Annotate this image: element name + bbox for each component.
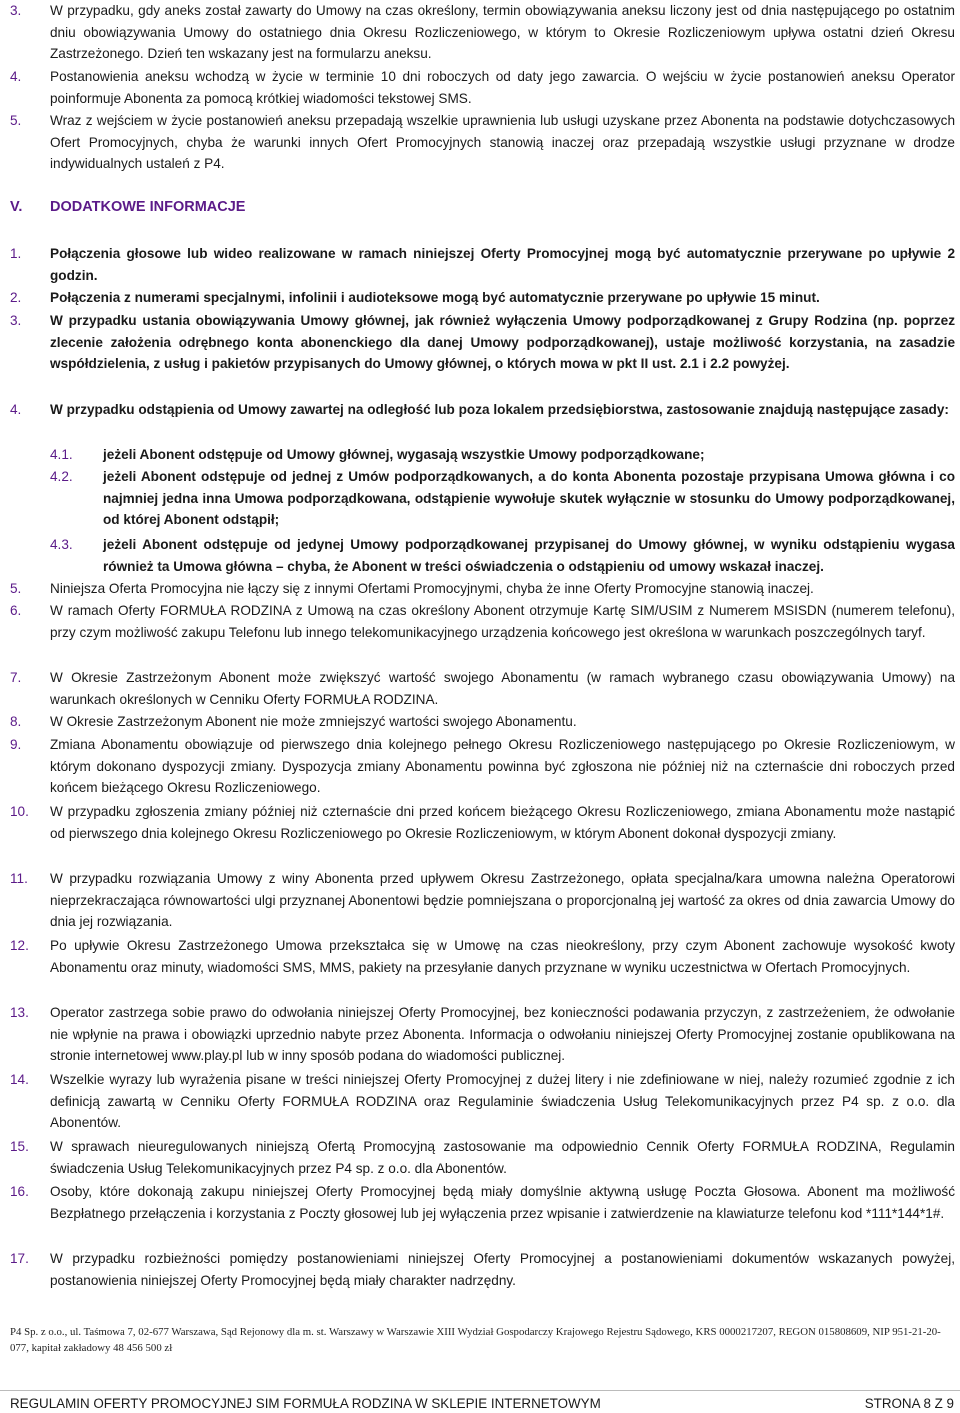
sub-list-item [50, 466, 955, 531]
item-number: 16. [10, 1184, 29, 1199]
item-text: W Okresie Zastrzeżonym Abonent nie może zmniejszyć wartości swojego Abonamentu. [50, 714, 577, 729]
section-title: DODATKOWE INFORMACJE [50, 199, 246, 215]
sub-item-text: jeżeli Abonent odstępuje od jednej z Umów podporządkowanych, a do konta Abonenta pozostaje przypisana Umowa główna i co najmniej jedna inna Umowa podporządkowana, odstąpienie wywołuje skutek wyłącznie w stosunku do Umowy podporządkowanej, od której Abonent odstąpił; [103, 469, 955, 527]
item-number: 5. [10, 581, 22, 596]
sub-item-number: 4.3. [50, 537, 73, 552]
list-item [10, 0, 955, 65]
list-item [10, 287, 955, 309]
item-number: 3. [10, 3, 22, 18]
item-number: 6. [10, 603, 22, 618]
item-number: 15. [10, 1139, 29, 1154]
list-item [10, 868, 955, 933]
list-item [10, 110, 955, 175]
item-text: Zmiana Abonamentu obowiązuje od pierwszego dnia kolejnego pełnego Okresu Rozliczeniowego następującego po Okresie Rozliczeniowym, w którym dokonano dyspozycji zmiany. Dyspozycja zmiany Abonamentu powinna być zgłoszona nie później niż na czternaście dni roboczych przed końcem bieżącego Okresu Rozliczeniowego. [50, 737, 955, 795]
item-number: 2. [10, 290, 22, 305]
item-number: 11. [10, 871, 28, 886]
list-item [10, 801, 955, 844]
item-text: W Okresie Zastrzeżonym Abonent może zwiększyć wartość swojego Abonamentu (w ramach wybranego czasu obowiązywania Umowy) na warunkach określonych w Cenniku Oferty FORMUŁA RODZINA. [50, 670, 955, 707]
item-text: Osoby, które dokonają zakupu niniejszej Oferty Promocyjnej będą miały domyślnie aktywną usługę Poczta Głosowa. Abonent ma możliwość Bezpłatnego przełączenia i korzystania z Poczty głosowej lub jej wyłączenia przez wpisanie i zatwierdzenie na klawiaturze telefonu kod *111*144*1#. [50, 1184, 955, 1221]
list-item [10, 1181, 955, 1224]
sub-item-number: 4.2. [50, 469, 73, 484]
list-item [10, 935, 955, 978]
item-text: Wszelkie wyrazy lub wyrażenia pisane w treści niniejszej Oferty Promocyjnej z dużej litery i nie zdefiniowane w niej, należy rozumieć zgodnie z ich definicją zawartą w Cenniku Oferty FORMUŁA RODZINA oraz Regulaminie świadczenia Usług Telekomunikacyjnych przez P4 sp. z o.o. dla Abonentów. [50, 1072, 955, 1130]
section-heading [10, 199, 245, 215]
list-item [10, 399, 955, 421]
item-number: 12. [10, 938, 29, 953]
sub-item-text: jeżeli Abonent odstępuje od jedynej Umowy podporządkowanej przypisanej do Umowy głównej, w wyniku odstąpieniu wygasa również ta Umowa główna – chyba, że Abonent w treści oświadczenia o odstąpieniu od umowy wskazał inaczej. [103, 537, 955, 574]
item-number: 17. [10, 1251, 29, 1266]
list-item [10, 711, 955, 733]
item-number: 9. [10, 737, 22, 752]
item-number: 5. [10, 113, 22, 128]
item-text: Po upływie Okresu Zastrzeżonego Umowa przekształca się w Umowę na czas nieokreślony, przy czym Abonent zachowuje wysokość kwoty Abonamentu oraz minuty, wiadomości SMS, MMS, pakiety na przesyłanie danych przyznane w wyniku uczestnictwa w Ofertach Promocyjnych. [50, 938, 955, 975]
item-text: W przypadku zgłoszenia zmiany później niż czternaście dni przed końcem bieżącego Okresu Rozliczeniowego, zmiana Abonamentu może nastąpić od pierwszego dnia kolejnego Okresu Rozliczeniowego po Okresie Rozliczeniowym, w którym Abonent dokonał dyspozycji zmiany. [50, 804, 955, 841]
item-number: 13. [10, 1005, 29, 1020]
list-item [10, 1069, 955, 1134]
footer-divider [0, 1390, 960, 1391]
item-text: W przypadku odstąpienia od Umowy zawartej na odległość lub poza lokalem przedsiębiorstwa, zastosowanie znajdują następujące zasady: [50, 402, 949, 417]
sub-list-item [50, 444, 955, 466]
item-text: W sprawach nieuregulowanych niniejszą Ofertą Promocyjną zastosowanie ma odpowiednio Cennik Oferty FORMUŁA RODZINA, Regulamin świadczenia Usług Telekomunikacyjnych przez P4 sp. z o.o. dla Abonentów. [50, 1139, 955, 1176]
list-item [10, 734, 955, 799]
item-number: 1. [10, 246, 22, 261]
item-text: Operator zastrzega sobie prawo do odwołania niniejszej Oferty Promocyjnej, bez konieczności podawania przyczyn, z zastrzeżeniem, że odwołanie nie wpłynie na prawa i obowiązki uprzednio nabyte przez Abonenta. Informacja o odwołaniu niniejszej Oferty Promocyjnej zostanie opublikowana na stronie internetowej www.play.pl lub w inny sposób podana do wiadomości publicznej. [50, 1005, 955, 1063]
document-title: REGULAMIN OFERTY PROMOCYJNEJ SIM FORMUŁA RODZINA W SKLEPIE INTERNETOWYM [10, 1396, 601, 1411]
item-number: 3. [10, 313, 22, 328]
item-text: Niniejsza Oferta Promocyjna nie łączy się z innymi Ofertami Promocyjnymi, chyba że inne Oferty Promocyjne stanowią inaczej. [50, 581, 814, 596]
item-number: 10. [10, 804, 29, 819]
list-item [10, 600, 955, 643]
item-number: 8. [10, 714, 22, 729]
item-number: 4. [10, 402, 22, 417]
section-number: V. [10, 199, 23, 215]
item-number: 14. [10, 1072, 29, 1087]
list-item [10, 667, 955, 710]
page-number: STRONA 8 Z 9 [864, 1396, 954, 1411]
list-item [10, 243, 955, 286]
list-item [10, 1136, 955, 1179]
item-number: 7. [10, 670, 22, 685]
sub-item-text: jeżeli Abonent odstępuje od Umowy głównej, wygasają wszystkie Umowy podporządkowane; [103, 447, 705, 462]
item-number: 4. [10, 69, 22, 84]
sub-item-number: 4.1. [50, 447, 73, 462]
item-text: W przypadku, gdy aneks został zawarty do Umowy na czas określony, termin obowiązywania aneksu liczony jest od dnia następującego po ostatnim dniu obowiązywania Umowy do ostatniego dnia Okresu Rozliczeniowego, w którym to Okresie Rozliczeniowym upływa ostatni dzień Okresu Zastrzeżonego. Dzień ten wskazany jest na formularzu aneksu. [50, 3, 955, 61]
item-text: W przypadku rozwiązania Umowy z winy Abonenta przed upływem Okresu Zastrzeżonego, opłata specjalna/kara umowna należna Operatorowi nieprzekraczająca równowartości ulgi przyznanej Abonentowi będzie pomniejszana o proporcjonalną jej wartość za okres od dnia zawarcia Umowy do dnia jej rozwiązania. [50, 871, 955, 929]
list-item [10, 1248, 955, 1291]
list-item [10, 310, 955, 375]
item-text: W przypadku ustania obowiązywania Umowy głównej, jak również wyłączenia Umowy podporządkowanej z Grupy Rodzina (np. poprzez zlecenie założenia odrębnego konta abonenckiego dla danej Umowy podporządkowanej), ustaje możliwość korzystania, na zasadzie współdzielenia, z usług i pakietów przypisanych do Umowy głównej, o których mowa w pkt II ust. 2.1 i 2.2 powyżej. [50, 313, 955, 371]
list-item [10, 1002, 955, 1067]
item-text: W ramach Oferty FORMUŁA RODZINA z Umową na czas określony Abonent otrzymuje Kartę SIM/USIM z Numerem MSISDN (numerem telefonu), przy czym możliwość zakupu Telefonu lub innego telekomunikacyjnego urządzenia końcowego jest określona w warunkach poszczególnych taryf. [50, 603, 955, 640]
list-item [10, 578, 955, 600]
item-text: Połączenia głosowe lub wideo realizowane w ramach niniejszej Oferty Promocyjnej mogą być automatycznie przerywane po upływie 2 godzin. [50, 246, 955, 283]
item-text: W przypadku rozbieżności pomiędzy postanowieniami niniejszej Oferty Promocyjnej a postanowieniami dokumentów wskazanych powyżej, postanowienia niniejszej Oferty Promocyjnej będą miały charakter nadrzędny. [50, 1251, 955, 1288]
item-text: Postanowienia aneksu wchodzą w życie w terminie 10 dni roboczych od daty jego zawarcia. O wejściu w życie postanowień aneksu Operator poinformuje Abonenta za pomocą krótkiej wiadomości tekstowej SMS. [50, 69, 955, 106]
list-item [10, 66, 955, 109]
sub-list-item [50, 534, 955, 577]
company-address: P4 Sp. z o.o., ul. Taśmowa 7, 02-677 Warszawa, Sąd Rejonowy dla m. st. Warszawy w Warszawie XIII Wydział Gospodarczy Krajowego Rejestru Sądowego, KRS 0000217207, REGON 015808609, NIP 951-21-20-077, kapitał zakładowy 48 456 500 zł [10, 1326, 941, 1354]
item-text: Połączenia z numerami specjalnymi, infolinii i audioteksowe mogą być automatycznie przerywane po upływie 15 minut. [50, 290, 820, 305]
item-text: Wraz z wejściem w życie postanowień aneksu przepadają wszelkie uprawnienia lub usługi uzyskane przez Abonenta na podstawie dotychczasowych Ofert Promocyjnych, chyba że warunki innych Ofert Promocyjnych stanowią inaczej oraz przepadają wszystkie usługi przyznane w drodze indywidualnych ustaleń z P4. [50, 113, 955, 171]
